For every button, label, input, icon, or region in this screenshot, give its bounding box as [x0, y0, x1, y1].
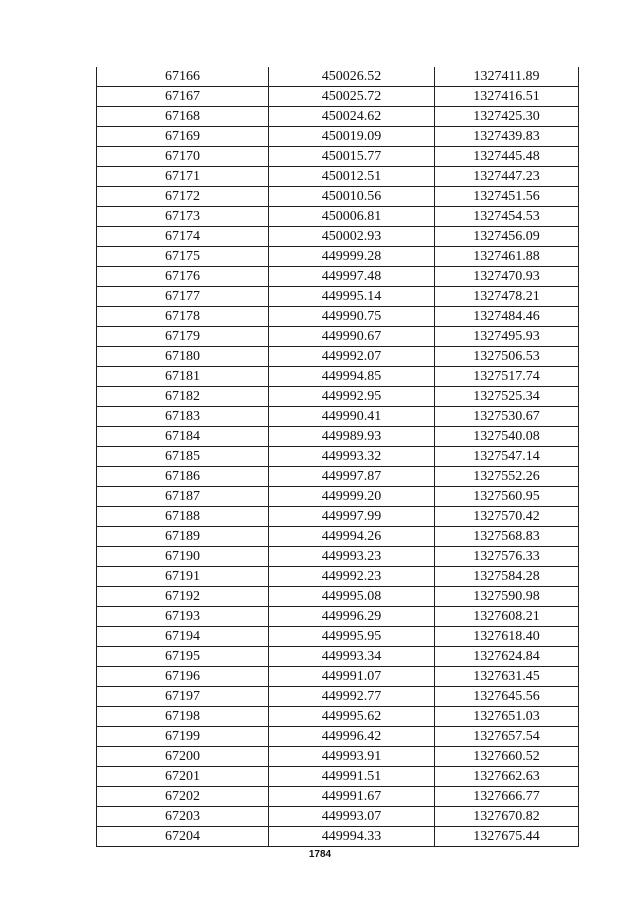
table-row [97, 207, 579, 227]
table-row [97, 507, 579, 527]
x-coordinate-cell: 450015.77 [269, 147, 435, 167]
point-id-cell: 67168 [97, 107, 269, 127]
table-row [97, 347, 579, 367]
y-coordinate-cell: 1327484.46 [435, 307, 579, 327]
point-id-cell: 67202 [97, 787, 269, 807]
point-id-cell: 67181 [97, 367, 269, 387]
x-coordinate-cell: 449992.77 [269, 687, 435, 707]
y-coordinate-cell: 1327568.83 [435, 527, 579, 547]
table-row [97, 467, 579, 487]
x-coordinate-cell: 449992.95 [269, 387, 435, 407]
x-coordinate-cell: 449993.34 [269, 647, 435, 667]
x-coordinate-cell: 449995.62 [269, 707, 435, 727]
coordinates-table [96, 67, 579, 847]
point-id-cell: 67199 [97, 727, 269, 747]
point-id-cell: 67192 [97, 587, 269, 607]
y-coordinate-cell: 1327540.08 [435, 427, 579, 447]
point-id-cell: 67176 [97, 267, 269, 287]
point-id-cell: 67185 [97, 447, 269, 467]
table-row [97, 707, 579, 727]
y-coordinate-cell: 1327445.48 [435, 147, 579, 167]
point-id-cell: 67172 [97, 187, 269, 207]
point-id-cell: 67196 [97, 667, 269, 687]
y-coordinate-cell: 1327657.54 [435, 727, 579, 747]
y-coordinate-cell: 1327618.40 [435, 627, 579, 647]
y-coordinate-cell: 1327662.63 [435, 767, 579, 787]
x-coordinate-cell: 449999.20 [269, 487, 435, 507]
table-row [97, 307, 579, 327]
y-coordinate-cell: 1327506.53 [435, 347, 579, 367]
point-id-cell: 67187 [97, 487, 269, 507]
y-coordinate-cell: 1327651.03 [435, 707, 579, 727]
x-coordinate-cell: 449992.07 [269, 347, 435, 367]
table-row [97, 387, 579, 407]
table-row [97, 787, 579, 807]
x-coordinate-cell: 449993.23 [269, 547, 435, 567]
point-id-cell: 67203 [97, 807, 269, 827]
y-coordinate-cell: 1327411.89 [435, 67, 579, 87]
x-coordinate-cell: 449994.85 [269, 367, 435, 387]
point-id-cell: 67171 [97, 167, 269, 187]
y-coordinate-cell: 1327645.56 [435, 687, 579, 707]
y-coordinate-cell: 1327495.93 [435, 327, 579, 347]
y-coordinate-cell: 1327608.21 [435, 607, 579, 627]
table-row [97, 287, 579, 307]
table-row [97, 527, 579, 547]
x-coordinate-cell: 449990.75 [269, 307, 435, 327]
table-row [97, 747, 579, 767]
y-coordinate-cell: 1327439.83 [435, 127, 579, 147]
point-id-cell: 67179 [97, 327, 269, 347]
point-id-cell: 67173 [97, 207, 269, 227]
table-row [97, 667, 579, 687]
y-coordinate-cell: 1327670.82 [435, 807, 579, 827]
table-row [97, 427, 579, 447]
y-coordinate-cell: 1327590.98 [435, 587, 579, 607]
x-coordinate-cell: 449994.33 [269, 827, 435, 847]
y-coordinate-cell: 1327584.28 [435, 567, 579, 587]
point-id-cell: 67169 [97, 127, 269, 147]
x-coordinate-cell: 450019.09 [269, 127, 435, 147]
y-coordinate-cell: 1327416.51 [435, 87, 579, 107]
y-coordinate-cell: 1327560.95 [435, 487, 579, 507]
point-id-cell: 67180 [97, 347, 269, 367]
x-coordinate-cell: 450002.93 [269, 227, 435, 247]
point-id-cell: 67178 [97, 307, 269, 327]
x-coordinate-cell: 449993.32 [269, 447, 435, 467]
table-row [97, 187, 579, 207]
table-row [97, 87, 579, 107]
point-id-cell: 67186 [97, 467, 269, 487]
point-id-cell: 67190 [97, 547, 269, 567]
point-id-cell: 67188 [97, 507, 269, 527]
point-id-cell: 67193 [97, 607, 269, 627]
table-row [97, 627, 579, 647]
page-number: 1784 [308, 849, 332, 860]
point-id-cell: 67195 [97, 647, 269, 667]
y-coordinate-cell: 1327447.23 [435, 167, 579, 187]
point-id-cell: 67200 [97, 747, 269, 767]
x-coordinate-cell: 449996.29 [269, 607, 435, 627]
x-coordinate-cell: 449993.91 [269, 747, 435, 767]
table-row [97, 647, 579, 667]
table-row [97, 607, 579, 627]
x-coordinate-cell: 450025.72 [269, 87, 435, 107]
point-id-cell: 67204 [97, 827, 269, 847]
y-coordinate-cell: 1327576.33 [435, 547, 579, 567]
table-row [97, 107, 579, 127]
y-coordinate-cell: 1327530.67 [435, 407, 579, 427]
point-id-cell: 67197 [97, 687, 269, 707]
x-coordinate-cell: 449999.28 [269, 247, 435, 267]
table-row [97, 807, 579, 827]
table-row [97, 67, 579, 87]
y-coordinate-cell: 1327631.45 [435, 667, 579, 687]
table-row [97, 127, 579, 147]
x-coordinate-cell: 450012.51 [269, 167, 435, 187]
table-row [97, 547, 579, 567]
table-row [97, 147, 579, 167]
table-row [97, 327, 579, 347]
point-id-cell: 67189 [97, 527, 269, 547]
table-row [97, 267, 579, 287]
y-coordinate-cell: 1327675.44 [435, 827, 579, 847]
x-coordinate-cell: 449997.48 [269, 267, 435, 287]
point-id-cell: 67177 [97, 287, 269, 307]
coordinates-table-body [97, 67, 579, 847]
x-coordinate-cell: 450026.52 [269, 67, 435, 87]
x-coordinate-cell: 449992.23 [269, 567, 435, 587]
point-id-cell: 67175 [97, 247, 269, 267]
y-coordinate-cell: 1327461.88 [435, 247, 579, 267]
point-id-cell: 67174 [97, 227, 269, 247]
table-row [97, 447, 579, 467]
y-coordinate-cell: 1327478.21 [435, 287, 579, 307]
point-id-cell: 67170 [97, 147, 269, 167]
y-coordinate-cell: 1327425.30 [435, 107, 579, 127]
x-coordinate-cell: 450024.62 [269, 107, 435, 127]
x-coordinate-cell: 449997.87 [269, 467, 435, 487]
table-row [97, 407, 579, 427]
y-coordinate-cell: 1327624.84 [435, 647, 579, 667]
table-row [97, 567, 579, 587]
x-coordinate-cell: 449993.07 [269, 807, 435, 827]
x-coordinate-cell: 449990.67 [269, 327, 435, 347]
point-id-cell: 67194 [97, 627, 269, 647]
table-row [97, 167, 579, 187]
x-coordinate-cell: 450006.81 [269, 207, 435, 227]
point-id-cell: 67167 [97, 87, 269, 107]
table-row [97, 767, 579, 787]
y-coordinate-cell: 1327552.26 [435, 467, 579, 487]
y-coordinate-cell: 1327666.77 [435, 787, 579, 807]
y-coordinate-cell: 1327660.52 [435, 747, 579, 767]
y-coordinate-cell: 1327454.53 [435, 207, 579, 227]
x-coordinate-cell: 449997.99 [269, 507, 435, 527]
x-coordinate-cell: 450010.56 [269, 187, 435, 207]
point-id-cell: 67182 [97, 387, 269, 407]
table-row [97, 247, 579, 267]
point-id-cell: 67191 [97, 567, 269, 587]
x-coordinate-cell: 449989.93 [269, 427, 435, 447]
table-row [97, 227, 579, 247]
point-id-cell: 67184 [97, 427, 269, 447]
point-id-cell: 67198 [97, 707, 269, 727]
y-coordinate-cell: 1327517.74 [435, 367, 579, 387]
x-coordinate-cell: 449991.67 [269, 787, 435, 807]
x-coordinate-cell: 449996.42 [269, 727, 435, 747]
y-coordinate-cell: 1327570.42 [435, 507, 579, 527]
y-coordinate-cell: 1327547.14 [435, 447, 579, 467]
y-coordinate-cell: 1327470.93 [435, 267, 579, 287]
y-coordinate-cell: 1327456.09 [435, 227, 579, 247]
x-coordinate-cell: 449995.95 [269, 627, 435, 647]
table-row [97, 487, 579, 507]
table-row [97, 367, 579, 387]
table-row [97, 587, 579, 607]
y-coordinate-cell: 1327451.56 [435, 187, 579, 207]
x-coordinate-cell: 449995.08 [269, 587, 435, 607]
x-coordinate-cell: 449991.51 [269, 767, 435, 787]
table-row [97, 827, 579, 847]
point-id-cell: 67201 [97, 767, 269, 787]
point-id-cell: 67183 [97, 407, 269, 427]
x-coordinate-cell: 449994.26 [269, 527, 435, 547]
table-row [97, 727, 579, 747]
x-coordinate-cell: 449990.41 [269, 407, 435, 427]
table-row [97, 687, 579, 707]
point-id-cell: 67166 [97, 67, 269, 87]
x-coordinate-cell: 449995.14 [269, 287, 435, 307]
x-coordinate-cell: 449991.07 [269, 667, 435, 687]
y-coordinate-cell: 1327525.34 [435, 387, 579, 407]
